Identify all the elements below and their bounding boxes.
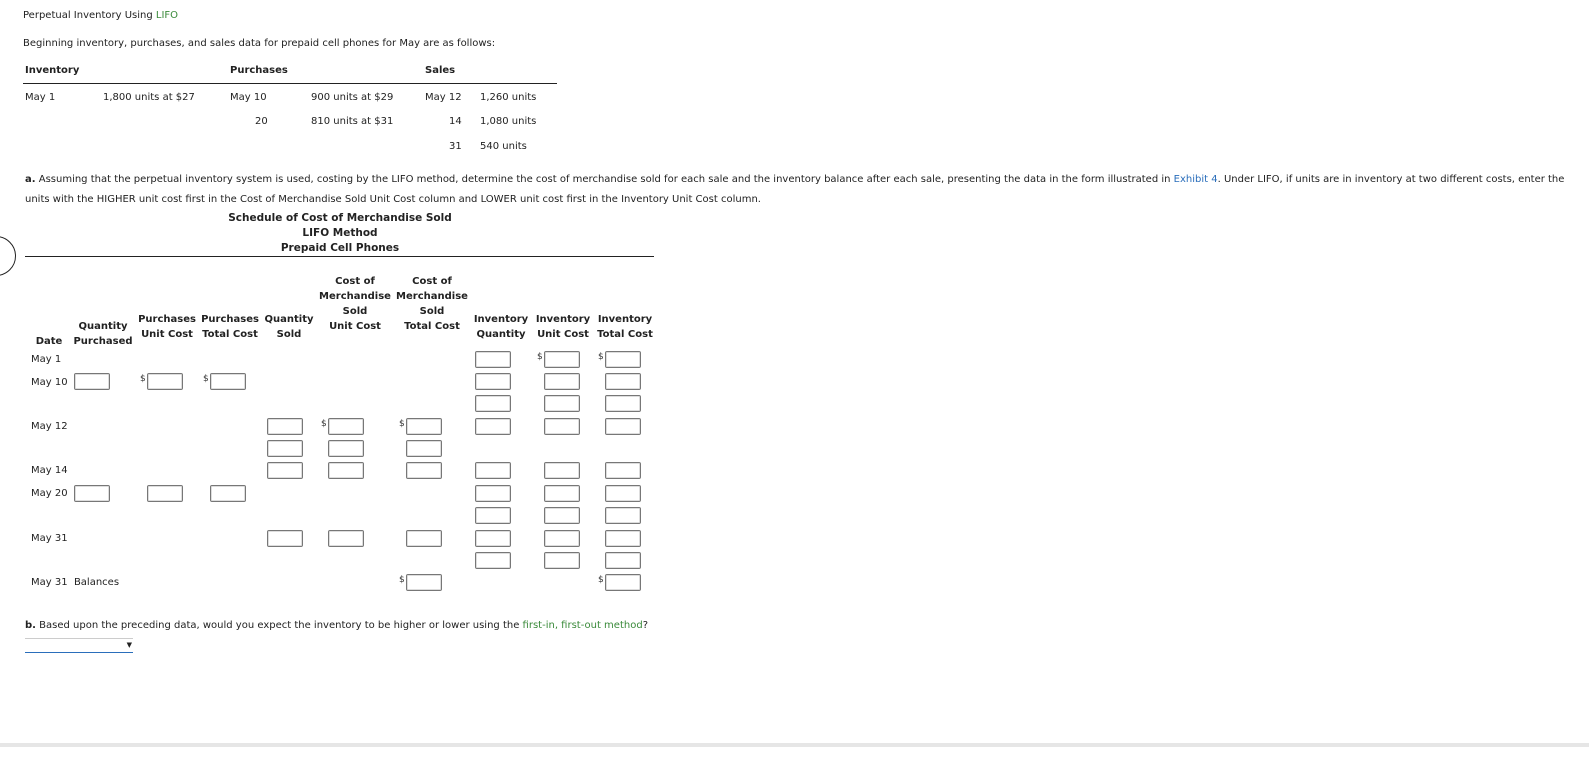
col-inventory-quantity-header [470,312,532,342]
inventory-total-cost-input[interactable] [605,574,641,591]
balances-label: Balances [73,577,120,588]
schedule-rule [25,256,654,257]
purchases-total-cost-input[interactable] [210,373,246,390]
quantity-purchased-input[interactable] [74,485,110,502]
part-a-label: a. [25,174,36,185]
part-a-instructions [25,170,1585,210]
currency-symbol: $ [399,575,405,585]
header-line: Purchases [138,314,196,325]
row-label-may1: May 1 [31,354,62,365]
sale-desc: 1,260 units [480,92,537,103]
inventory-header: Inventory [25,65,80,76]
purchases-unit-cost-input[interactable] [147,373,183,390]
purchase-desc: 810 units at $31 [311,116,394,127]
bottom-scrollbar [0,743,1589,747]
purchases-header: Purchases [230,65,288,76]
header-line: Total Cost [202,329,258,340]
fifo-link[interactable]: first-in, first-out method [522,620,643,631]
header-line: Inventory [597,314,653,325]
cms-unit-cost-input[interactable] [328,440,364,457]
quantity-sold-input[interactable] [267,462,303,479]
inventory-unit-cost-input[interactable] [544,485,580,502]
inventory-total-cost-input[interactable] [605,418,641,435]
row-label-may20: May 20 [31,488,68,499]
inventory-total-cost-input[interactable] [605,485,641,502]
row-label-may31: May 31 [31,533,68,544]
higher-lower-dropdown[interactable] [25,638,133,653]
part-a-text: Assuming that the perpetual inventory system is used, costing by the LIFO method, determine the cost of merchandise sold for each sale and the inventory balance after each sale, presenting the data in the form illustrated in [35,174,1174,185]
header-line: Sold [419,306,445,317]
schedule-method: LIFO Method [302,227,378,239]
header-line: Total Cost [597,329,653,340]
inventory-total-cost-input[interactable] [605,530,641,547]
balances-date: May 31 [31,577,68,588]
inventory-total-cost-input[interactable] [605,507,641,524]
sale-date: 31 [449,141,462,152]
inventory-quantity-input[interactable] [475,462,511,479]
quantity-sold-input[interactable] [267,530,303,547]
header-line: Quantity [78,321,128,332]
part-b-label: b. [25,620,36,631]
cms-total-cost-input[interactable] [406,530,442,547]
inventory-quantity-input[interactable] [475,373,511,390]
header-line: Quantity [264,314,314,325]
header-line: Cost of [335,276,375,287]
cms-unit-cost-input[interactable] [328,530,364,547]
page-title-prefix: Perpetual Inventory Using [23,10,156,21]
intro-text: Beginning inventory, purchases, and sales data for prepaid cell phones for May are as follows: [23,38,496,49]
header-line: Unit Cost [141,329,193,340]
row-label-may12: May 12 [31,421,68,432]
chevron-down-icon: ▼ [126,641,132,649]
inventory-unit-cost-input[interactable] [544,530,580,547]
header-line: Unit Cost [537,329,589,340]
col-cms-total-cost-header [393,274,471,334]
purchases-unit-cost-input[interactable] [147,485,183,502]
inventory-unit-cost-input[interactable] [544,395,580,412]
currency-symbol: $ [203,374,209,384]
col-purchases-total-cost-header [197,312,263,342]
header-line: Unit Cost [329,321,381,332]
col-quantity-purchased-header [68,319,138,349]
header-line: Sold [342,306,368,317]
header-line: Purchased [73,336,133,347]
purchases-total-cost-input[interactable] [210,485,246,502]
inventory-quantity-input[interactable] [475,418,511,435]
quantity-sold-input[interactable] [267,440,303,457]
quantity-purchased-input[interactable] [74,373,110,390]
cms-total-cost-input[interactable] [406,418,442,435]
col-inventory-unit-cost-header [531,312,595,342]
cms-unit-cost-input[interactable] [328,418,364,435]
sale-desc: 1,080 units [480,116,537,127]
sale-desc: 540 units [480,141,527,152]
sale-date: 14 [449,116,462,127]
header-line: Purchases [201,314,259,325]
circle-marker [0,236,16,276]
inventory-quantity-input[interactable] [475,552,511,569]
page-title [23,10,178,21]
inventory-total-cost-input[interactable] [605,395,641,412]
cms-total-cost-input[interactable] [406,462,442,479]
inventory-date: May 1 [25,92,56,103]
currency-symbol: $ [321,419,327,429]
inventory-unit-cost-input[interactable] [544,351,580,368]
purchase-date: May 10 [230,92,267,103]
inventory-quantity-input[interactable] [475,530,511,547]
inventory-unit-cost-input[interactable] [544,418,580,435]
inventory-unit-cost-input[interactable] [544,373,580,390]
currency-symbol: $ [598,575,604,585]
col-purchases-unit-cost-header [134,312,200,342]
row-label-may14: May 14 [31,465,68,476]
part-a-text-end: . Under LIFO, if units are in inventory at two different costs, enter the units with the HIGHER unit cost first in the Cost of Merchandise Sold Unit Cost column and LOWER unit cost first in the Inventory Unit Cost column. [25,174,1565,205]
purchase-desc: 900 units at $29 [311,92,394,103]
inventory-unit-cost-input[interactable] [544,552,580,569]
purchase-date: 20 [255,116,268,127]
data-table-rule [23,83,557,84]
inventory-unit-cost-input[interactable] [544,507,580,524]
cms-total-cost-input[interactable] [406,440,442,457]
lifo-link[interactable]: LIFO [155,10,179,21]
header-line: Quantity [476,329,526,340]
cms-unit-cost-input[interactable] [328,462,364,479]
inventory-quantity-input[interactable] [475,351,511,368]
inventory-desc: 1,800 units at $27 [103,92,195,103]
col-date-header: Date [35,336,63,347]
schedule-product: Prepaid Cell Phones [280,242,400,254]
part-b-question [25,620,648,631]
currency-symbol: $ [140,374,146,384]
currency-symbol: $ [598,352,604,362]
inventory-quantity-input[interactable] [475,395,511,412]
currency-symbol: $ [399,419,405,429]
header-line: Merchandise [319,291,391,302]
inventory-quantity-input[interactable] [475,485,511,502]
inventory-total-cost-input[interactable] [605,351,641,368]
header-line: Sold [276,329,302,340]
inventory-total-cost-input[interactable] [605,462,641,479]
currency-symbol: $ [537,352,543,362]
inventory-unit-cost-input[interactable] [544,462,580,479]
header-line: Total Cost [404,321,460,332]
inventory-total-cost-input[interactable] [605,552,641,569]
exhibit-4-link[interactable]: Exhibit 4 [1173,174,1218,185]
inventory-total-cost-input[interactable] [605,373,641,390]
schedule-title: Schedule of Cost of Merchandise Sold [228,212,452,224]
part-b-text: Based upon the preceding data, would you expect the inventory to be higher or lower using the [35,620,523,631]
header-line: Merchandise [396,291,468,302]
col-cms-unit-cost-header [316,274,394,334]
sales-header: Sales [425,65,456,76]
cms-total-cost-input[interactable] [406,574,442,591]
part-b-text-end: ? [642,620,648,631]
quantity-sold-input[interactable] [267,418,303,435]
inventory-quantity-input[interactable] [475,507,511,524]
header-line: Cost of [412,276,452,287]
col-quantity-sold-header [260,312,318,342]
col-inventory-total-cost-header [594,312,656,342]
sale-date: May 12 [425,92,462,103]
header-line: Inventory [473,314,529,325]
header-line: Inventory [535,314,591,325]
row-label-balances [31,577,119,588]
row-label-may10: May 10 [31,377,68,388]
